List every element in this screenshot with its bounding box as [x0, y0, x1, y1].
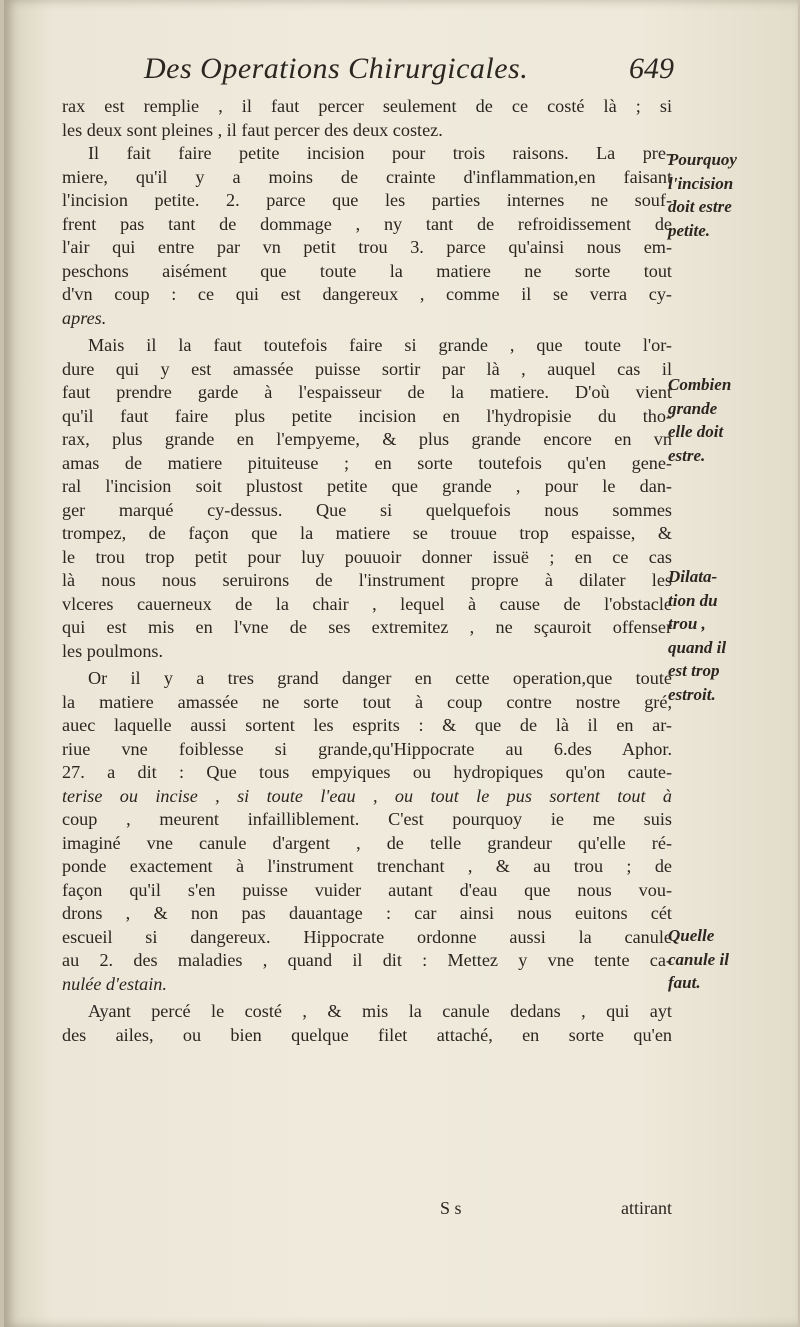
- margin-note-line: grande: [668, 398, 718, 418]
- margin-note-line: Dilata-: [668, 567, 718, 586]
- text-line: 27. a dit : Que tous empyiques ou hydropiques qu'on caute-: [62, 762, 672, 782]
- text-line: frent pas tant de dommage , ny tant de refroidissement de: [62, 213, 672, 234]
- margin-note-line: petite.: [668, 220, 711, 240]
- margin-note-line: faut.: [668, 973, 701, 992]
- text-line: terise ou incise , si toute l'eau , ou tout le pus sortent tout à: [62, 785, 672, 806]
- paragraph: [62, 95, 672, 142]
- margin-note-line: Pourquoy: [668, 150, 737, 169]
- running-title: Des Operations Chirurgicales.: [144, 52, 529, 85]
- text-line: Ayant percé le costé , & mis la canule dedans , qui ayt: [88, 1001, 672, 1021]
- body-text: [62, 95, 672, 1047]
- paragraph: [62, 1000, 672, 1047]
- margin-note-line: estroit.: [668, 684, 716, 704]
- margin-note-line: doit estre: [668, 197, 732, 216]
- text-line: riue vne foiblesse si grande,qu'Hippocrate au 6.des Aphor.: [62, 738, 672, 759]
- margin-note-line: elle doit: [668, 422, 724, 441]
- text-line: qu'il faut faire plus petite incision en l'hydropisie du tho-: [62, 405, 672, 426]
- text-line: là nous nous seruirons de l'instrument propre à dilater les: [62, 570, 672, 590]
- text-line: nulée d'estain.: [62, 973, 167, 994]
- margin-note: [668, 565, 798, 706]
- text-line: peschons aisément que toute la matiere ne sorte tout: [62, 260, 672, 281]
- margin-note-line: estre.: [668, 445, 706, 465]
- text-line: le trou trop petit pour luy pouuoir donner issuë ; en ce cas: [62, 546, 672, 567]
- margin-note-line: canule il: [668, 949, 729, 969]
- text-line: miere, qu'il y a moins de crainte d'inflammation,en faisant: [62, 166, 672, 187]
- margin-note: [668, 148, 798, 242]
- text-line: escueil si dangereux. Hippocrate ordonne aussi la canule: [62, 926, 672, 947]
- margin-note-line: quand il: [668, 637, 727, 657]
- text-line: ponde exactement à l'instrument trenchant , & au trou ; de: [62, 856, 672, 876]
- text-line: dure qui y est amassée puisse sortir par là , auquel cas il: [62, 358, 672, 379]
- margin-note: [668, 373, 798, 467]
- text-line: d'vn coup : ce qui est dangereux , comme il se verra cy-: [62, 284, 672, 304]
- text-line: les deux sont pleines , il faut percer des deux costez.: [62, 119, 443, 140]
- text-line: faut prendre garde à l'espaisseur de la matiere. D'où vient: [62, 382, 672, 402]
- text-line: façon qu'il s'en puisse vuider autant d'eau que nous vou-: [62, 879, 672, 900]
- text-line: vlceres cauerneux de la chair , lequel à cause de l'obstacle: [62, 593, 672, 614]
- text-line: apres.: [62, 307, 107, 328]
- text-line: ral l'incision soit plustost petite que grande , pour le dan-: [62, 476, 672, 496]
- text-line: ger marqué cy-dessus. Que si quelquefois nous sommes: [62, 499, 672, 520]
- margin-note-line: est trop: [668, 661, 720, 680]
- text-line: coup , meurent infailliblement. C'est pourquoy ie me suis: [62, 809, 672, 829]
- page-footer: [62, 1198, 672, 1222]
- text-line: les poulmons.: [62, 640, 164, 661]
- text-line: des ailes, ou bien quelque filet attaché, en sorte qu'en: [62, 1024, 672, 1045]
- text-line: imaginé vne canule d'argent , de telle grandeur qu'elle ré-: [62, 832, 672, 853]
- signature-mark: S s: [440, 1198, 462, 1218]
- book-page: [4, 0, 798, 1327]
- margin-note: [668, 924, 798, 995]
- paragraph: [62, 667, 672, 996]
- text-line: qui est mis en l'vne de ses extremitez , ne sçauroit offenser: [62, 617, 672, 637]
- margin-note-line: Quelle: [668, 926, 715, 945]
- text-line: Il fait faire petite incision pour trois raisons. La pre-: [88, 143, 672, 163]
- text-line: trompez, de façon que la matiere se trouue trop espaisse, &: [62, 523, 672, 543]
- text-line: drons , & non pas dauantage : car ainsi nous euitons cét: [62, 903, 672, 923]
- margin-note-line: tion du: [668, 590, 718, 610]
- text-line: l'air qui entre par vn petit trou 3. parce qu'ainsi nous em-: [62, 237, 672, 257]
- text-line: Mais il la faut toutefois faire si grande , que toute l'or-: [88, 335, 672, 355]
- page-number: 649: [629, 52, 674, 85]
- margin-note-line: Combien: [668, 375, 732, 394]
- paragraph: [62, 142, 672, 330]
- text-line: auec laquelle aussi sortent les esprits : & que de là il en ar-: [62, 715, 672, 735]
- text-line: la matiere amassée ne sorte tout à coup contre nostre gré,: [62, 691, 672, 712]
- catchword: attirant: [621, 1198, 672, 1218]
- page-header: [144, 52, 674, 92]
- text-line: rax, plus grande en l'empyeme, & plus grande encore en vn: [62, 429, 672, 449]
- text-line: amas de matiere pituiteuse ; en sorte toutefois qu'en gene-: [62, 452, 672, 473]
- text-line: rax est remplie , il faut percer seulement de ce costé là ; si: [62, 96, 672, 116]
- text-line: l'incision petite. 2. parce que les parties internes ne souf-: [62, 190, 672, 210]
- margin-note-line: l'incision: [668, 173, 734, 193]
- text-line: au 2. des maladies , quand il dit : Mettez y vne tente ca-: [62, 950, 672, 970]
- margin-note-line: trou ,: [668, 614, 706, 633]
- paragraph: [62, 334, 672, 663]
- text-line: Or il y a tres grand danger en cette operation,que toute: [88, 668, 672, 688]
